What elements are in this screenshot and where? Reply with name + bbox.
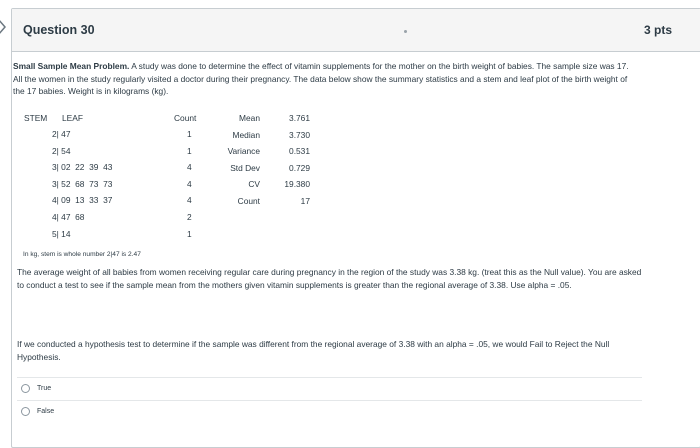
stem-leaf-row: 3| 02 22 39 43 [52, 162, 113, 173]
summary-label: Std Dev [230, 162, 260, 173]
stem-leaf-row: 4| 09 13 33 37 [52, 195, 113, 206]
question-title: Question 30 [23, 23, 95, 37]
answer-false[interactable] [21, 407, 54, 416]
summary-value: 17 [300, 195, 310, 206]
chevron-left-icon[interactable] [0, 17, 8, 37]
divider [17, 377, 642, 378]
divider [17, 400, 642, 401]
summary-values [276, 110, 310, 210]
stem-leaf-row: 2| 47 [52, 129, 71, 139]
intro-bold: Small Sample Mean Problem. [13, 61, 130, 71]
answer-true[interactable] [21, 384, 51, 393]
summary-label: Count [237, 195, 260, 206]
count-cell: 4 [187, 178, 192, 189]
stem-leaf-row: 5| 14 [52, 228, 71, 239]
stem-leaf-row: 2| 54 [52, 145, 71, 156]
stem-header: STEM [24, 113, 48, 123]
stem-leaf-list [52, 126, 112, 242]
summary-value: 19.380 [284, 179, 310, 190]
summary-value: 0.531 [289, 146, 310, 157]
hypothesis-text: If we conducted a hypothesis test to determine if the sample was different from the regional average of 3.38 with an alpha = .05, we would Fail to Reject the Null Hypothesis. [17, 339, 610, 362]
summary-label: Mean [239, 113, 260, 123]
summary-label: Median [232, 129, 260, 140]
answer-label: False [37, 408, 55, 415]
radio-false[interactable] [21, 407, 30, 416]
count-cell: 1 [187, 145, 192, 156]
average-text: The average weight of all babies from women receiving regular care during pregnancy in the region of the study was 3.38 kg. (treat this as the Null value). You are asked to conduct a test to see if the sample mean from the mothers given vitamin supplements is greater than the regional average of 3.38. Use alpha = .05. [17, 267, 642, 290]
answer-label: True [37, 385, 52, 392]
summary-value: 0.729 [289, 162, 310, 173]
summary-value: 3.730 [289, 129, 310, 140]
intro-text: A study was done to determine the effect of vitamin supplements for the mother on the birth weight of babies. The sample size was 17. All the women in the study regularly visited a doctor during their pregnancy. The data below show the summary statistics and a stem and leaf plot of the birth weight of the 17 babies. Weight is in kilograms (kg). [13, 61, 629, 96]
count-header: Count [174, 113, 197, 123]
question-intro [13, 60, 638, 98]
summary-label: CV [248, 179, 260, 190]
stem-note: In kg, stem is whole number 2|47 is 2.47 [23, 251, 141, 258]
count-cell: 4 [187, 162, 192, 173]
question-points: 3 pts [643, 23, 672, 37]
count-cell: 2 [187, 211, 192, 222]
radio-true[interactable] [21, 384, 30, 393]
header-dot [404, 30, 407, 33]
summary-value: 3.761 [289, 113, 310, 123]
count-cell: 1 [187, 129, 192, 139]
stem-leaf-row: 4| 47 68 [52, 211, 85, 222]
summary-labels [214, 110, 260, 210]
question-header [12, 9, 700, 52]
leaf-header: LEAF [62, 113, 83, 123]
count-cell: 1 [187, 228, 192, 239]
count-cell: 4 [187, 195, 192, 206]
stem-leaf-row: 3| 52 68 73 73 [52, 178, 113, 189]
count-list [187, 126, 192, 242]
summary-label: Variance [227, 146, 260, 157]
